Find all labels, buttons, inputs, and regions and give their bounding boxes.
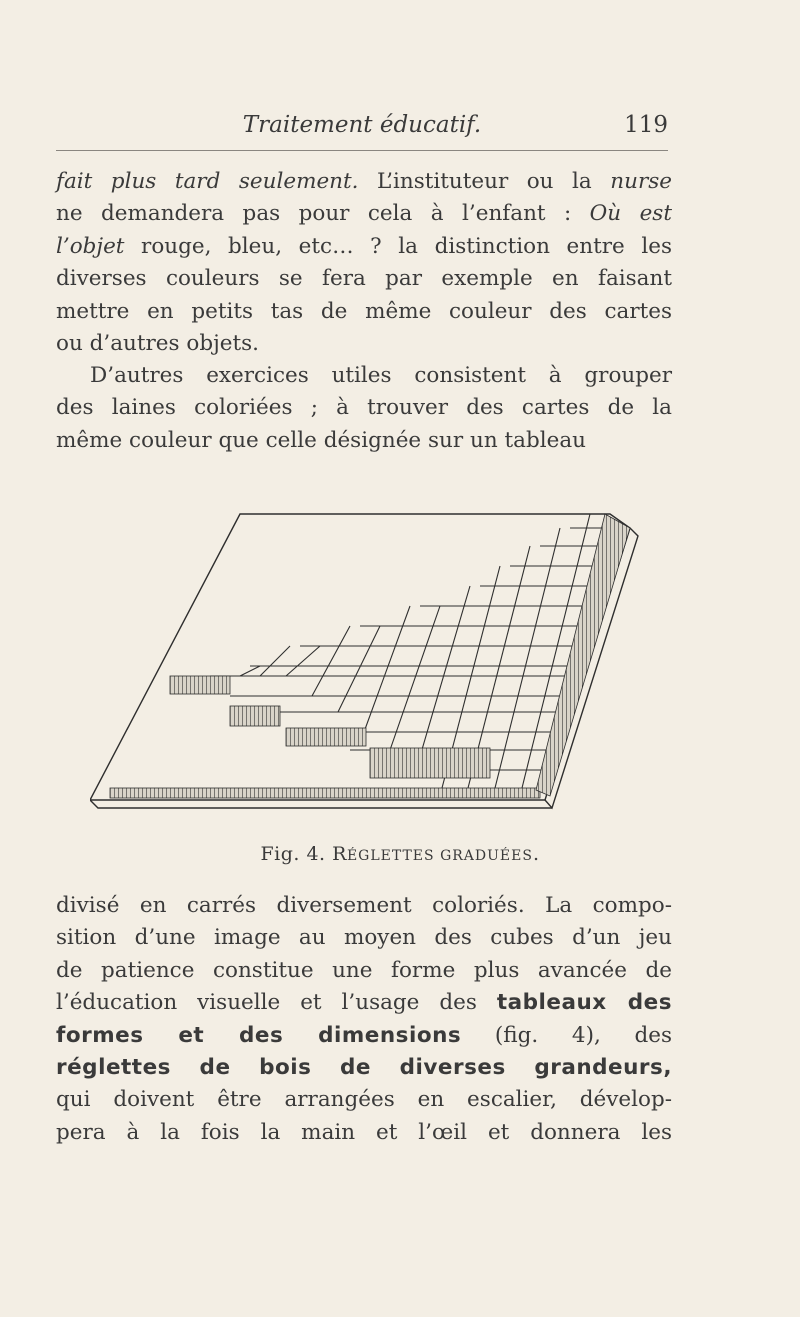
text-line: réglettes de bois de diverses grandeurs, [56,1055,672,1081]
running-head [56,108,668,148]
text-line: des laines coloriées ; à trouver des cartes de la [56,395,672,421]
text-line: divisé en carrés diversement coloriés. La compo- [56,893,672,918]
rod-ends [110,514,630,798]
text-line: sition d’une image au moyen des cubes d’un jeu [56,925,672,951]
text-line: l’objet rouge, bleu, etc… ? la distinction entre les [56,233,672,259]
header-rule [56,150,668,151]
figure-4 [90,500,650,840]
figure-caption: Fig. 4. RÉGLETTES GRADUÉES. [260,843,540,865]
text-line: l’éducation visuelle et l’usage des tableaux des [56,990,672,1016]
paragraph-1 [56,166,672,360]
text-line: mettre en petits tas de même couleur des cartes [56,298,672,324]
text-line: de patience constitue une forme plus avancée de [56,957,672,983]
running-title: Traitement éducatif. [242,112,482,138]
text-line: pera à la fois la main et l’œil et donnera les [56,1119,672,1145]
paragraph-3 [56,890,672,1149]
text-line: qui doivent être arrangées en escalier, dévelop- [56,1087,672,1113]
paragraph-2 [56,360,672,457]
text-line: même couleur que celle désignée sur un tableau [56,427,586,453]
text-line: diverses couleurs se fera par exemple en faisant [56,266,672,292]
text-line: formes et des dimensions (fig. 4), des [56,1022,672,1048]
text-line: ne demandera pas pour cela à l’enfant : Où est [56,201,672,227]
page-number: 119 [624,112,668,138]
text-line: D’autres exercices utiles consistent à grouper [90,363,672,388]
text-line: fait plus tard seulement. L’instituteur ou la nurse [56,169,672,194]
graduated-rods-illustration [90,500,650,840]
text-line: ou d’autres objets. [56,331,260,357]
